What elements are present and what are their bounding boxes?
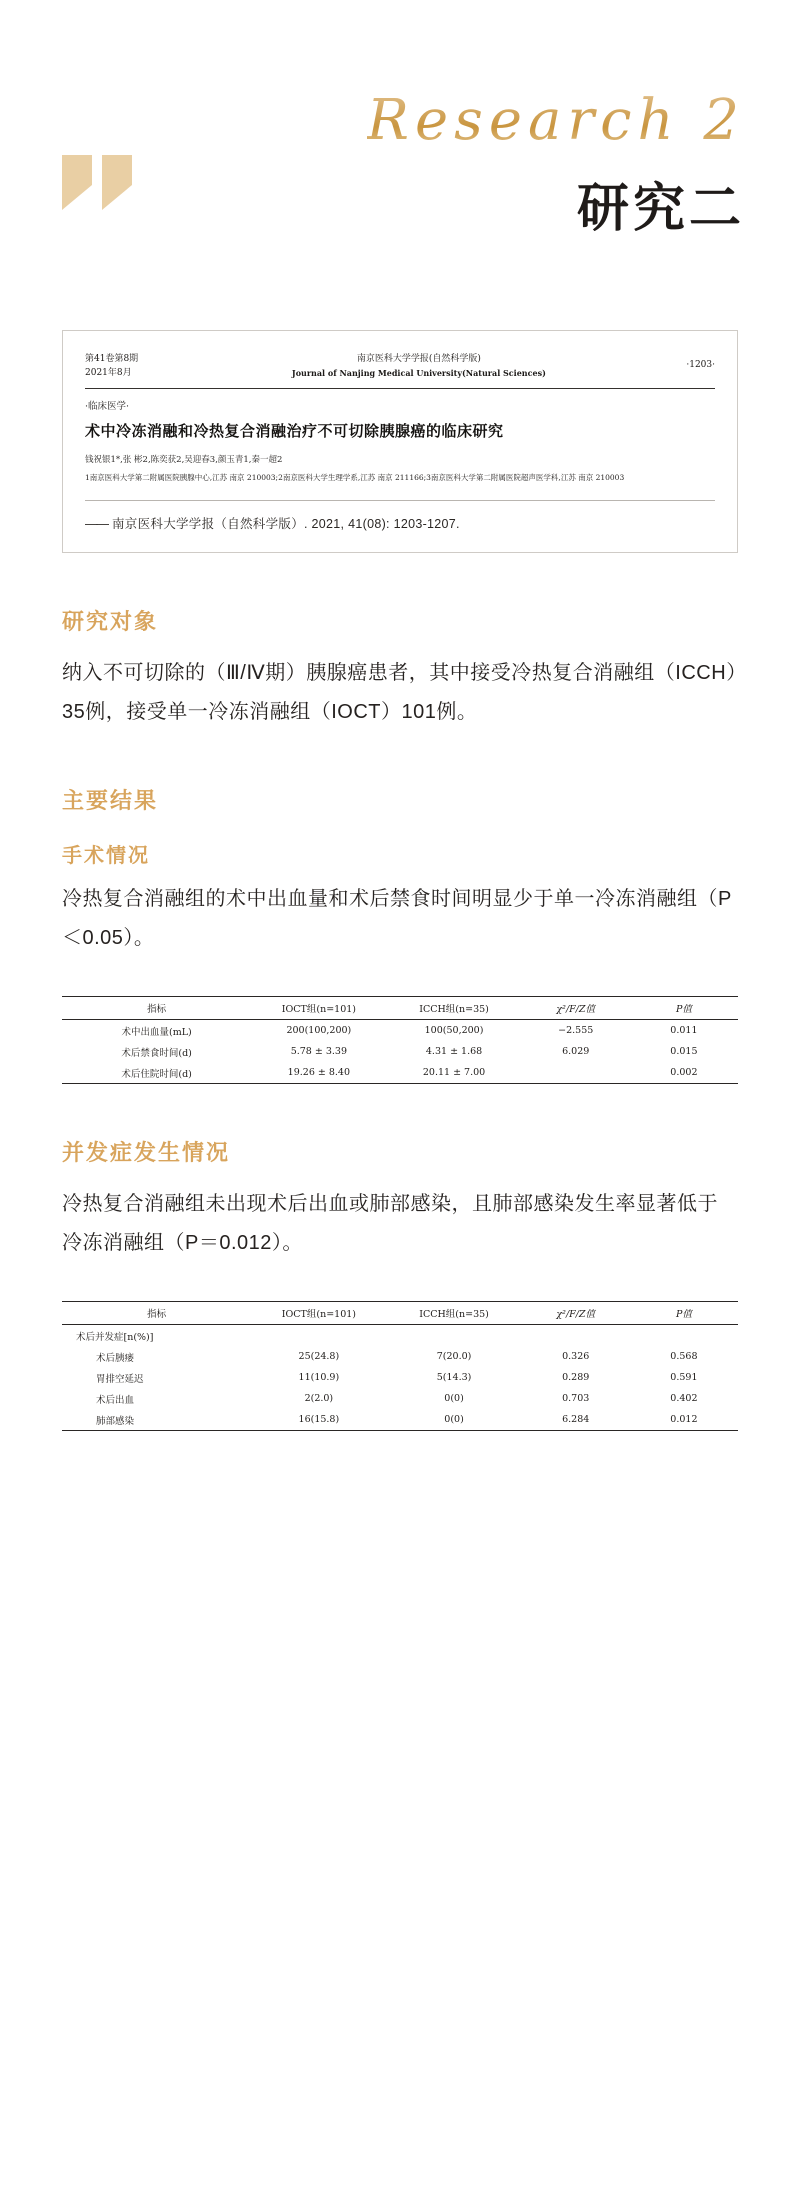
table-col-header: IOCT组(n=101) (251, 997, 386, 1020)
table-cell: 术后禁食时间(d) (121, 1047, 192, 1059)
table-cell (522, 1325, 630, 1347)
table-cell: 肺部感染 (62, 1409, 251, 1431)
table-group-row (62, 1325, 738, 1347)
table-cell: 0.568 (670, 1351, 698, 1362)
table-cell: 100(50,200) (424, 1025, 484, 1036)
table-col-header: P值 (630, 1302, 738, 1325)
citation-affiliation: 1南京医科大学第二附属医院胰腺中心,江苏 南京 210003;2南京医科大学生理学系,江苏 南京 211166;3南京医科大学第二附属医院超声医学科,江苏 南京 210003 (85, 473, 625, 482)
table-col-header: χ²/F/Z值 (522, 1302, 630, 1325)
table-row (62, 1388, 738, 1409)
table-cell: 6.029 (562, 1046, 590, 1057)
surgery-table-wrap (62, 996, 738, 1084)
table-cell: 19.26 ± 8.40 (251, 1062, 386, 1084)
table-col-header: IOCT组(n=101) (251, 1302, 386, 1325)
paragraph-complications: 冷热复合消融组未出现术后出血或肺部感染，且肺部感染发生率显著低于冷冻消融组（P＝0.012）。 (62, 1193, 718, 1254)
table-cell (386, 1325, 521, 1347)
table-cell: 0.703 (562, 1393, 590, 1404)
table-row (62, 1367, 738, 1388)
table-cell: 术后住院时间(d) (62, 1062, 251, 1084)
table-cell: 20.11 ± 7.00 (386, 1062, 521, 1084)
table-row (62, 1020, 738, 1042)
table-col-header: χ²/F/Z值 (522, 997, 630, 1020)
citation-card (62, 330, 738, 553)
table-cell: −2.555 (558, 1025, 594, 1036)
citation-article-title: 术中冷冻消融和冷热复合消融治疗不可切除胰腺癌的临床研究 (85, 422, 504, 440)
surgery-data-table (62, 996, 738, 1084)
table-cell: 6.284 (522, 1409, 630, 1431)
table-cell: 25(24.8) (298, 1351, 340, 1362)
citation-journal-en: Journal of Nanjing Medical University(Natural Sciences) (291, 367, 546, 378)
table-cell: 0.015 (670, 1046, 698, 1057)
heading-results: 主要结果 (62, 788, 159, 813)
table-cell: 0.002 (630, 1062, 738, 1084)
header-script-title: Research 2 (366, 88, 745, 153)
table-col-header: P值 (630, 997, 738, 1020)
table-cell: 5(14.3) (436, 1372, 472, 1383)
table-cell: 0.289 (562, 1372, 590, 1383)
table-row (62, 1041, 738, 1062)
quote-mark-icon (62, 155, 132, 210)
table-cell (251, 1325, 386, 1347)
citation-reference-text: 南京医科大学学报（自然科学版）. 2021, 41(08): 1203-1207. (112, 517, 460, 531)
table-cell: 0.012 (630, 1409, 738, 1431)
table-cell: 术中出血量(mL) (121, 1026, 192, 1038)
table-cell: 7(20.0) (436, 1351, 472, 1362)
table-col-header: 指标 (62, 1302, 251, 1325)
table-row (62, 1409, 738, 1431)
table-cell (630, 1325, 738, 1347)
table-row (62, 1346, 738, 1367)
table-header-row (62, 997, 738, 1020)
table-col-header: ICCH组(n=35) (386, 997, 521, 1020)
citation-divider (85, 388, 715, 389)
heading-surgery: 手术情况 (62, 845, 150, 867)
table-col-header: 指标 (62, 997, 251, 1020)
body-content (0, 605, 800, 1431)
citation-authors: 钱祝银1*,张 彬2,陈奕获2,吴迎春3,颜玉青1,秦一超2 (85, 455, 283, 465)
table-cell: 0.326 (562, 1351, 590, 1362)
complication-table-wrap (62, 1301, 738, 1431)
complication-data-table (62, 1301, 738, 1431)
table-cell: 术后出血 (96, 1394, 135, 1406)
table-cell: 200(100,200) (286, 1025, 352, 1036)
table-cell: 11(10.9) (298, 1372, 340, 1383)
citation-page-number: ·1203· (686, 360, 715, 370)
table-cell: 术后胰瘘 (96, 1352, 135, 1364)
heading-complications: 并发症发生情况 (62, 1140, 231, 1165)
paragraph-surgery: 冷热复合消融组的术中出血量和术后禁食时间明显少于单一冷冻消融组（P＜0.05）。 (62, 888, 732, 949)
table-group-label: 术后并发症[n(%)] (76, 1331, 154, 1343)
table-cell: 2(2.0) (304, 1393, 334, 1404)
paragraph-subjects: 纳入不可切除的（Ⅲ/Ⅳ期）胰腺癌患者，其中接受冷热复合消融组（ICCH）35例，接受单一冷冻消融组（IOCT）101例。 (62, 662, 737, 723)
table-cell: 胃排空延迟 (96, 1373, 144, 1385)
table-cell: 0.402 (670, 1393, 698, 1404)
table-cell: 16(15.8) (251, 1409, 386, 1431)
table-cell: 4.31 ± 1.68 (425, 1046, 483, 1057)
table-cell: 0(0) (444, 1393, 464, 1404)
table-header-row (62, 1302, 738, 1325)
table-cell: 0(0) (386, 1409, 521, 1431)
table-cell: 0.591 (670, 1372, 698, 1383)
page-title: 研究二 (576, 178, 745, 239)
citation-journal-row (85, 353, 715, 380)
citation-divider-2 (85, 500, 715, 501)
page-header (0, 0, 800, 330)
citation-volume (85, 353, 224, 380)
table-cell (522, 1062, 630, 1084)
citation-section-label: ·临床医学· (85, 401, 130, 412)
citation-volume-line1: 第41卷第8期 (85, 354, 139, 364)
citation-volume-line2: 2021年8月 (85, 367, 132, 378)
table-cell: 0.011 (670, 1025, 698, 1036)
citation-reference (85, 514, 715, 532)
citation-journal-name (243, 353, 596, 379)
heading-subjects: 研究对象 (62, 609, 159, 634)
table-row (62, 1062, 738, 1084)
citation-reference-dash: —— (85, 517, 108, 531)
citation-journal-cn: 南京医科大学学报(自然科学版) (356, 354, 481, 364)
table-col-header: ICCH组(n=35) (386, 1302, 521, 1325)
table-cell: 5.78 ± 3.39 (290, 1046, 348, 1057)
